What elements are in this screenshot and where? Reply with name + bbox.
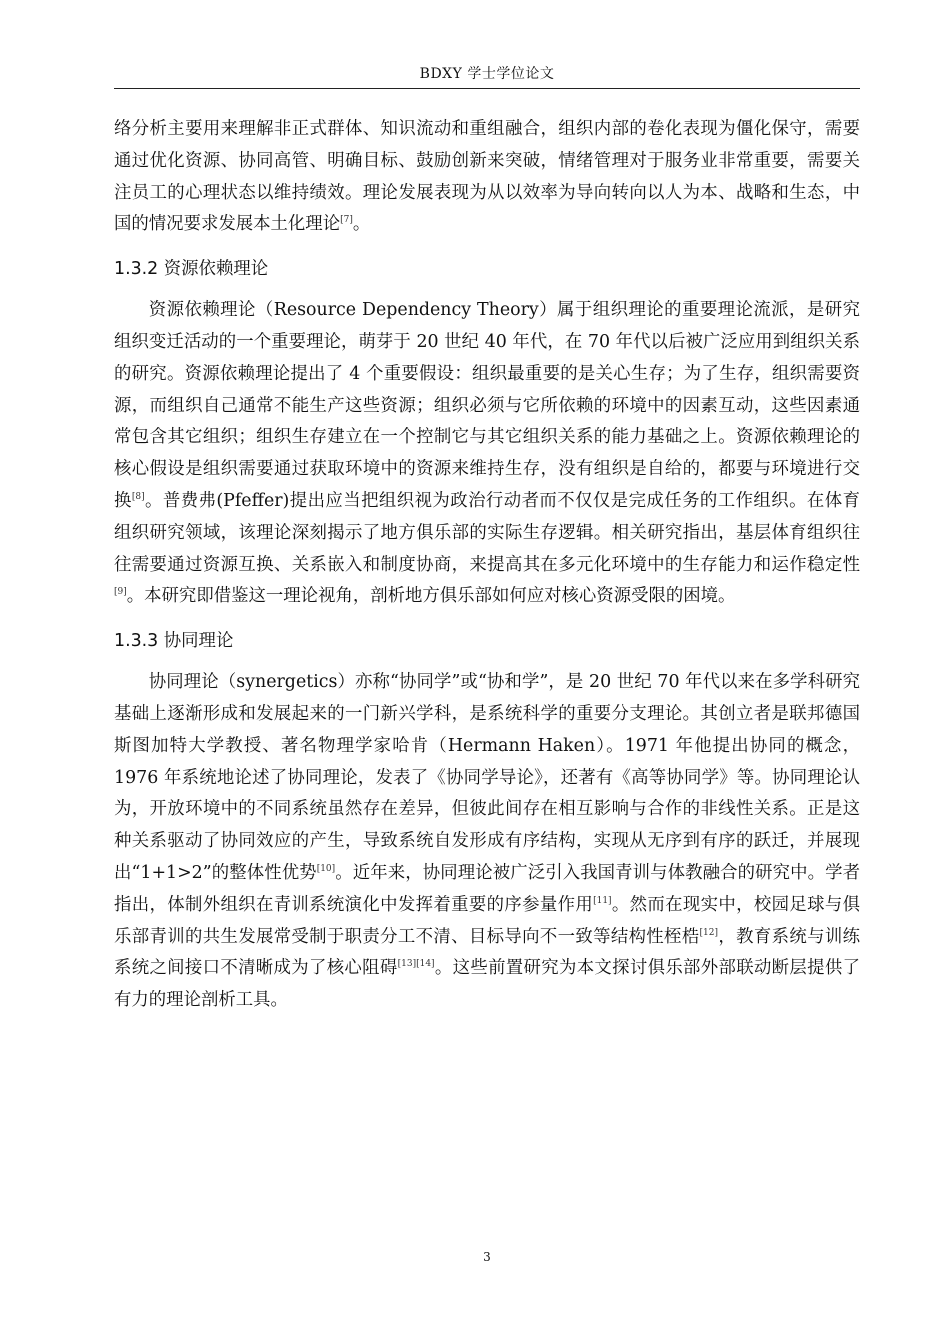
text-run: 。普费弗(Pfeffer)提出应当把组织视为政治行动者而不仅仅是完成任务的工作组织。在体育组织研究领域，该理论深刻揭示了地方俱乐部的实际生存逻辑。相关研究指出，基层体育组织往往需要通过资源互换、关系嵌入和制度协商，来提高其在多元化环境中的生存能力和运作稳定性 bbox=[114, 490, 860, 575]
text-run: 。本研究即借鉴这一理论视角，剖析地方俱乐部如何应对核心资源受限的困境。 bbox=[126, 586, 736, 607]
page-body bbox=[114, 114, 860, 1017]
paragraph-resource-dependency bbox=[114, 295, 860, 613]
citation-marker: [10] bbox=[316, 863, 336, 874]
text-run: 。近年来，协同理论被广泛引入我国青训与体教融合的研究中。学者指出，体制外组织在青训系统演化中发挥着重要的序参量作用 bbox=[114, 862, 860, 915]
header-divider bbox=[114, 88, 860, 89]
citation-marker: [8] bbox=[131, 491, 145, 502]
text-run: 。这些前置研究为本文探讨俱乐部外部联动断层提供了有力的理论剖析工具。 bbox=[114, 958, 860, 1011]
text-run: 。然而在现实中，校园足球与俱乐部青训的共生发展常受制于职责分工不清、目标导向不一致等结构性桎梏 bbox=[114, 894, 860, 947]
citation-marker: [12] bbox=[699, 927, 719, 938]
citation-marker: [11] bbox=[593, 895, 612, 906]
text-run: 协同理论（synergetics）亦称“协同学”或“协和学”，是 20 世纪 70 年代以来在多学科研究基础上逐渐形成和发展起来的一门新兴学科，是系统科学的重要分支理论。其创立者是联邦德国斯图加特大学教授、著名物理学家哈肯（Hermann Haken）。1971 年他提出协同的概念，1976 年系统地论述了协同理论，发表了《协同学导论》，还著有《高等协同学》等。协同理论认为，开放环境中的不同系统虽然存在差异，但彼此间存在相互影响与合作的非线性关系。正是这种关系驱动了协同效应的产生，导致系统自发形成有序结构，实现从无序到有序的跃迁，并展现出“1+1>2”的整体性优势 bbox=[114, 672, 860, 883]
citation-marker: [9] bbox=[114, 587, 127, 598]
text-run: 。 bbox=[352, 214, 371, 235]
citation-marker: [13][14] bbox=[397, 959, 435, 970]
citation-marker: [7] bbox=[340, 215, 353, 226]
page-number: 3 bbox=[483, 1250, 491, 1264]
paragraph-continued bbox=[114, 114, 860, 241]
text-run: ，教育系统与训练系统之间接口不清晰成为了核心阻碍 bbox=[114, 926, 860, 979]
paragraph-synergetics bbox=[114, 667, 860, 1017]
running-header: BDXY 学士学位论文 bbox=[419, 66, 555, 82]
section-heading-synergetics: 1.3.3 协同理论 bbox=[114, 631, 234, 652]
text-run: 资源依赖理论（Resource Dependency Theory）属于组织理论的重要理论流派，是研究组织变迁活动的一个重要理论，萌芽于 20 世纪 40 年代，在 70 年代以后被广泛应用到组织关系的研究。资源依赖理论提出了 4 个重要假设：组织最重要的是关心生存；为了生存，组织需要资源，而组织自己通常不能生产这些资源；组织必须与它所依赖的环境中的因素互动，这些因素通常包含其它组织；组织生存建立在一个控制它与其它组织关系的能力基础之上。资源依赖理论的核心假设是组织需要通过获取环境中的资源来维持生存，没有组织是自给的，都要与环境进行交换 bbox=[114, 300, 860, 511]
section-heading-resource-dependency: 1.3.2 资源依赖理论 bbox=[114, 259, 269, 280]
text-run: 络分析主要用来理解非正式群体、知识流动和重组融合，组织内部的卷化表现为僵化保守，需要通过优化资源、协同高管、明确目标、鼓励创新来突破，情绪管理对于服务业非常重要，需要关注员工的心理状态以维持绩效。理论发展表现为从以效率为导向转向以人为本、战略和生态，中国的情况要求发展本土化理论 bbox=[114, 119, 860, 235]
